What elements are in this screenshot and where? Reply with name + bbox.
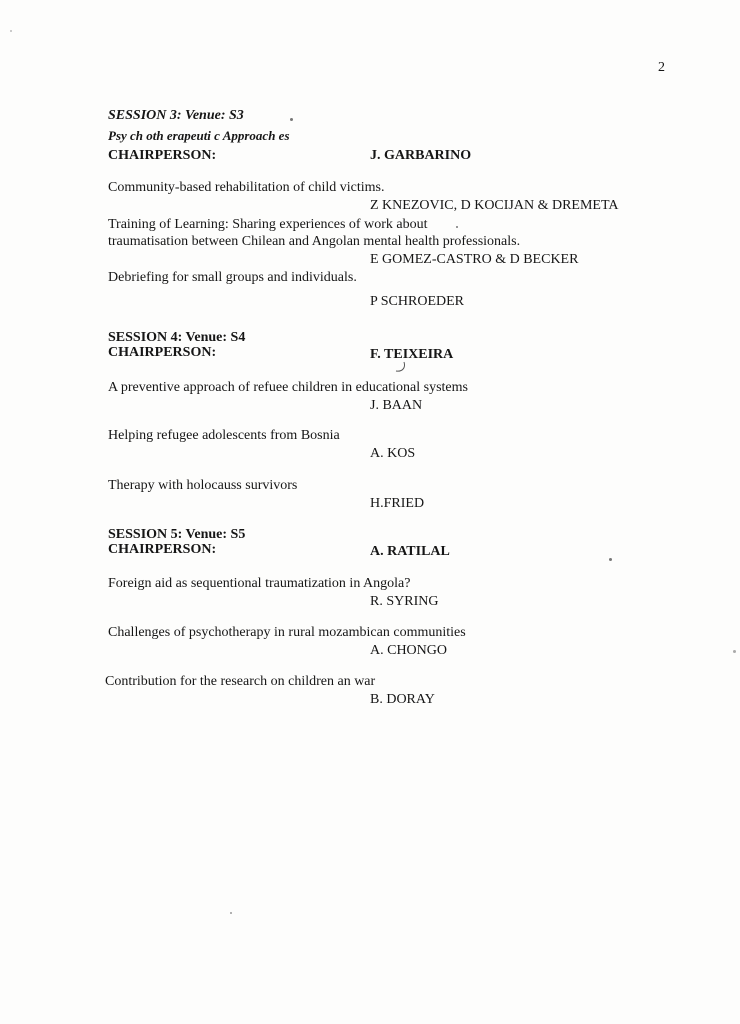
session-3-chair-name: J. GARBARINO <box>370 148 472 163</box>
session-5-chair-name: A. RATILAL <box>370 544 450 559</box>
talk-title: Therapy with holocauss survivors <box>108 478 298 493</box>
session-3-subtitle: Psy ch oth erapeuti c Approach es <box>108 128 290 143</box>
scan-speck <box>230 912 232 914</box>
scan-speck <box>733 650 736 653</box>
talk-authors: R. SYRING <box>370 594 439 609</box>
talk-title-line-1: Training of Learning: Sharing experiences of work about <box>108 217 428 232</box>
scan-speck <box>290 118 293 121</box>
session-5-chair-label: CHAIRPERSON: <box>108 542 217 557</box>
talk-title: Contribution for the research on children an war <box>105 674 376 689</box>
talk-title-line-2: traumatisation between Chilean and Angolan mental health professionals. <box>108 234 521 249</box>
scan-speck <box>609 558 612 561</box>
page-number: 2 <box>658 60 665 75</box>
talk-authors: A. CHONGO <box>370 643 447 658</box>
session-4-chair-label: CHAIRPERSON: <box>108 345 217 360</box>
talk-title: Challenges of psychotherapy in rural mozambican communities <box>108 625 466 640</box>
talk-title: Foreign aid as sequentional traumatization in Angola? <box>108 576 411 591</box>
ink-mark <box>394 360 408 374</box>
talk-authors: P SCHROEDER <box>370 294 465 309</box>
session-4-heading: SESSION 4: Venue: S4 <box>108 330 246 345</box>
talk-authors: Z KNEZOVIC, D KOCIJAN & DREMETA <box>370 198 619 213</box>
talk-title: Helping refugee adolescents from Bosnia <box>108 428 340 443</box>
talk-title: Debriefing for small groups and individuals. <box>108 270 357 285</box>
session-3-heading: SESSION 3: Venue: S3 <box>108 108 244 123</box>
talk-title: A preventive approach of refuee children in educational systems <box>108 380 468 395</box>
session-5-heading: SESSION 5: Venue: S5 <box>108 527 246 542</box>
scan-speck <box>456 226 458 228</box>
talk-authors: H.FRIED <box>370 496 425 511</box>
talk-authors: B. DORAY <box>370 692 435 707</box>
talk-authors: J. BAAN <box>370 398 423 413</box>
talk-authors: E GOMEZ-CASTRO & D BECKER <box>370 252 579 267</box>
session-3-chair-label: CHAIRPERSON: <box>108 148 217 163</box>
talk-title: Community-based rehabilitation of child victims. <box>108 180 385 195</box>
talk-authors: A. KOS <box>370 446 416 461</box>
scan-speck <box>10 30 12 32</box>
session-4-chair-name: F. TEIXEIRA <box>370 347 454 362</box>
